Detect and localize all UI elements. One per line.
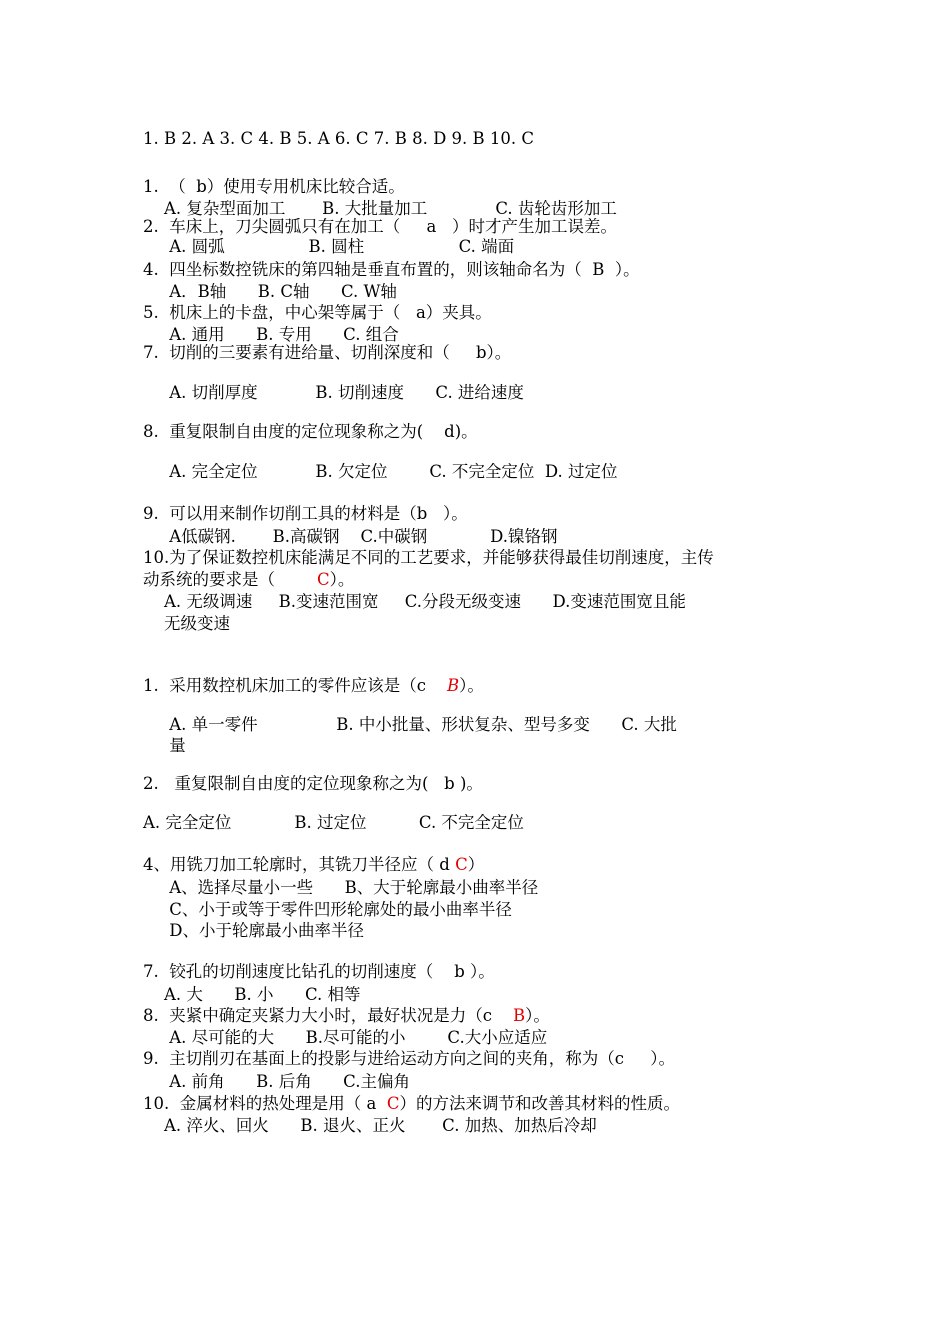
handwritten-answer: B — [446, 676, 460, 695]
section2-question-2-options: A. 完全定位 B. 过定位 C. 不完全定位 — [143, 813, 524, 832]
question-1-text: 1. （ b）使用专用机床比较合适。 — [143, 177, 405, 196]
section2-question-1-text: 1. 采用数控机床加工的零件应该是（c B）。 — [143, 676, 484, 695]
question-2-text: 2. 车床上，刀尖圆弧只有在加工（ a ）时才产生加工误差。 — [143, 217, 618, 236]
question-8-options: A. 完全定位 B. 欠定位 C. 不完全定位 D. 过定位 — [143, 462, 618, 481]
question-5-text: 5. 机床上的卡盘，中心架等属于（ a）夹具。 — [143, 303, 492, 322]
section2-question-7-options: A. 大 B. 小 C. 相等 — [143, 985, 361, 1004]
section2-question-2-text: 2. 重复限制自由度的定位现象称之为( b )。 — [143, 774, 483, 793]
section2-question-9-text: 9. 主切削刃在基面上的投影与进给运动方向之间的夹角，称为（c ）。 — [143, 1049, 675, 1068]
section2-question-8-text: 8. 夹紧中确定夹紧力大小时，最好状况是力（c B）。 — [143, 1006, 550, 1025]
section2-question-4-option-c: C、小于或等于零件凹形轮廓处的最小曲率半径 — [143, 900, 512, 919]
answer-key-line: 1. B 2. A 3. C 4. B 5. A 6. C 7. B 8. D 9. B 10. C — [143, 129, 535, 148]
question-10-text-cont: 动系统的要求是（ C）。 — [143, 570, 355, 589]
question-2-options: A. 圆弧 B. 圆柱 C. 端面 — [143, 237, 515, 256]
section2-question-7-text: 7. 铰孔的切削速度比钻孔的切削速度（ b ）。 — [143, 962, 495, 981]
handwritten-answer: C — [316, 570, 330, 589]
question-10-options-cont: 无级变速 — [143, 614, 230, 633]
question-10-text: 10.为了保证数控机床能满足不同的工艺要求，并能够获得最佳切削速度，主传 — [143, 548, 714, 567]
question-5-options: A. 通用 B. 专用 C. 组合 — [143, 325, 399, 344]
handwritten-answer: B — [512, 1006, 526, 1025]
section2-question-4-option-d: D、小于轮廓最小曲率半径 — [143, 921, 364, 940]
section2-question-10-text: 10. 金属材料的热处理是用（ a C）的方法来调节和改善其材料的性质。 — [143, 1094, 680, 1113]
question-1-options: A. 复杂型面加工 B. 大批量加工 C. 齿轮齿形加工 — [143, 199, 617, 218]
question-8-text: 8. 重复限制自由度的定位现象称之为( d)。 — [143, 422, 478, 441]
section2-question-1-options-cont: 量 — [143, 736, 186, 755]
question-4-text: 4. 四坐标数控铣床的第四轴是垂直布置的，则该轴命名为（ B ）。 — [143, 260, 640, 279]
question-7-options: A. 切削厚度 B. 切削速度 C. 进给速度 — [143, 383, 524, 402]
section2-question-8-options: A. 尽可能的大 B.尽可能的小 C.大小应适应 — [143, 1028, 548, 1047]
question-7-text: 7. 切削的三要素有进给量、切削深度和（ b）。 — [143, 343, 512, 362]
section2-question-10-options: A. 淬火、回火 B. 退火、正火 C. 加热、加热后冷却 — [143, 1116, 597, 1135]
handwritten-answer: C — [386, 1094, 400, 1113]
section2-question-1-options: A. 单一零件 B. 中小批量、形状复杂、型号多变 C. 大批 — [143, 715, 677, 734]
question-9-options: A低碳钢. B.高碳钢 C.中碳钢 D.镍铬钢 — [143, 527, 558, 546]
section2-question-4-option-a-b: A、选择尽量小一些 B、大于轮廓最小曲率半径 — [143, 878, 539, 897]
question-10-options: A. 无级调速 B.变速范围宽 C.分段无级变速 D.变速范围宽且能 — [143, 592, 686, 611]
handwritten-answer: C — [455, 855, 468, 874]
section2-question-4-text: 4、用铣刀加工轮廓时，其铣刀半径应（ d C） — [143, 855, 485, 874]
section2-question-9-options: A. 前角 B. 后角 C.主偏角 — [143, 1072, 410, 1091]
question-9-text: 9. 可以用来制作切削工具的材料是（b ）。 — [143, 504, 468, 523]
question-4-options: A．B轴 B. C轴 C. W轴 — [143, 282, 397, 301]
